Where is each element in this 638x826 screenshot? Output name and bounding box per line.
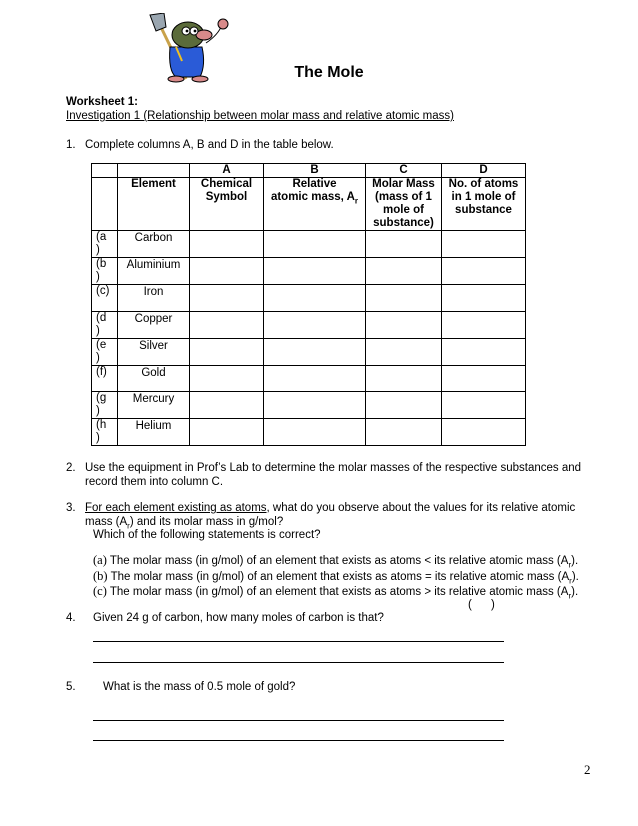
table-row xyxy=(92,285,526,312)
answer-line-q4-2[interactable] xyxy=(93,662,504,663)
answer-cell-col-d[interactable] xyxy=(442,365,526,392)
answer-cell-col-d[interactable] xyxy=(442,311,526,338)
page-title: The Mole xyxy=(294,64,364,81)
question-3-text-line3: Which of the following statements is correct? xyxy=(93,529,321,541)
question-3-text-line2: mass $(A_r)$ and its molar mass in g/mol? xyxy=(85,516,284,531)
row-label: (h ) xyxy=(92,419,118,446)
question-3-number: 3. xyxy=(66,502,76,514)
header-molar-mass: Molar Mass (mass of 1 mole of substance) xyxy=(366,178,442,231)
table-row xyxy=(92,419,526,446)
answer-cell-col-d[interactable] xyxy=(442,419,526,446)
header-row xyxy=(92,178,526,231)
question-4-number: 4. xyxy=(66,612,76,624)
row-label: (e ) xyxy=(92,338,118,365)
row-element-name: Mercury xyxy=(118,392,190,419)
row-element-name: Iron xyxy=(118,285,190,312)
row-label: (f) xyxy=(92,365,118,392)
answer-cell-col-a[interactable] xyxy=(190,419,264,446)
col-letter-a: A xyxy=(190,164,264,178)
answer-cell-col-b[interactable] xyxy=(264,285,366,312)
answer-cell-col-c[interactable] xyxy=(366,338,442,365)
row-element-name: Copper xyxy=(118,311,190,338)
answer-cell-col-d[interactable] xyxy=(442,231,526,258)
row-label: (d ) xyxy=(92,311,118,338)
row-element-name: Silver xyxy=(118,338,190,365)
answer-cell-col-a[interactable] xyxy=(190,231,264,258)
table-row xyxy=(92,365,526,392)
answer-cell-col-b[interactable] xyxy=(264,258,366,285)
table-row xyxy=(92,231,526,258)
answer-line-q5-2[interactable] xyxy=(93,740,504,741)
question-5-text: What is the mass of 0.5 mole of gold? xyxy=(103,681,296,693)
table-row xyxy=(92,311,526,338)
answer-cell-col-d[interactable] xyxy=(442,338,526,365)
statement-c: (c) The molar mass (in g/mol) of an element that exists as atoms > its relative atomic mass $(A_r)$. xyxy=(93,584,579,601)
answer-cell-col-c[interactable] xyxy=(366,231,442,258)
answer-cell-col-a[interactable] xyxy=(190,311,264,338)
answer-cell-col-b[interactable] xyxy=(264,338,366,365)
answer-cell-col-a[interactable] xyxy=(190,258,264,285)
answer-line-q4-1[interactable] xyxy=(93,641,504,642)
answer-cell-col-b[interactable] xyxy=(264,419,366,446)
statement-b: (b) The molar mass (in g/mol) of an element that exists as atoms = its relative atomic mass $(A_r)$. xyxy=(93,569,579,586)
answer-cell-col-a[interactable] xyxy=(190,338,264,365)
question-3-text-line1: For each element existing as atoms, what do you observe about the values for its relative atomic xyxy=(85,502,576,514)
answer-cell-col-a[interactable] xyxy=(190,285,264,312)
question-1-number: 1. xyxy=(66,139,76,151)
answer-cell-col-a[interactable] xyxy=(190,365,264,392)
row-label: (b ) xyxy=(92,258,118,285)
question-2-text-line1: Use the equipment in Prof’s Lab to determine the molar masses of the respective substances and xyxy=(85,462,582,474)
row-label: (g ) xyxy=(92,392,118,419)
question-2-text-line2: record them into column C. xyxy=(85,476,224,488)
answer-bracket[interactable]: ( ) xyxy=(468,599,495,611)
answer-cell-col-c[interactable] xyxy=(366,285,442,312)
header-relative-atomic-mass: Relative atomic mass, $A_r$ xyxy=(264,178,366,231)
col-letter-b: B xyxy=(264,164,366,178)
answer-cell-col-a[interactable] xyxy=(190,392,264,419)
row-element-name: Carbon xyxy=(118,231,190,258)
table-row xyxy=(92,392,526,419)
table-row xyxy=(92,258,526,285)
question-4-text: Given 24 g of carbon, how many moles of carbon is that? xyxy=(93,612,384,624)
answer-cell-col-d[interactable] xyxy=(442,258,526,285)
answer-cell-col-b[interactable] xyxy=(264,311,366,338)
question-5-number: 5. xyxy=(66,681,76,693)
answer-cell-col-c[interactable] xyxy=(366,419,442,446)
elements-table xyxy=(91,163,526,446)
answer-line-q5-1[interactable] xyxy=(93,720,504,721)
answer-cell-col-c[interactable] xyxy=(366,311,442,338)
answer-cell-col-c[interactable] xyxy=(366,365,442,392)
investigation-heading: Investigation 1 (Relationship between molar mass and relative atomic mass) xyxy=(66,110,454,122)
table-row xyxy=(92,338,526,365)
answer-cell-col-c[interactable] xyxy=(366,392,442,419)
answer-cell-col-b[interactable] xyxy=(264,392,366,419)
answer-cell-col-c[interactable] xyxy=(366,258,442,285)
question-2-number: 2. xyxy=(66,462,76,474)
header-number-of-atoms: No. of atoms in 1 mole of substance xyxy=(442,178,526,231)
header-element: Element xyxy=(118,178,190,231)
question-1-text: Complete columns A, B and D in the table below. xyxy=(85,139,334,151)
column-letter-row xyxy=(92,164,526,178)
row-element-name: Aluminium xyxy=(118,258,190,285)
answer-cell-col-b[interactable] xyxy=(264,365,366,392)
row-element-name: Gold xyxy=(118,365,190,392)
header-chemical-symbol: Chemical Symbol xyxy=(190,178,264,231)
col-letter-d: D xyxy=(442,164,526,178)
row-label: (a ) xyxy=(92,231,118,258)
col-letter-c: C xyxy=(366,164,442,178)
worksheet-heading: Worksheet 1: xyxy=(66,96,139,108)
answer-cell-col-b[interactable] xyxy=(264,231,366,258)
row-label: (c) xyxy=(92,285,118,312)
answer-cell-col-d[interactable] xyxy=(442,285,526,312)
statement-a: (a) The molar mass (in g/mol) of an element that exists as atoms < its relative atomic mass $(A_r)$. xyxy=(93,553,579,570)
answer-cell-col-d[interactable] xyxy=(442,392,526,419)
row-element-name: Helium xyxy=(118,419,190,446)
page-number: 2 xyxy=(584,762,591,777)
